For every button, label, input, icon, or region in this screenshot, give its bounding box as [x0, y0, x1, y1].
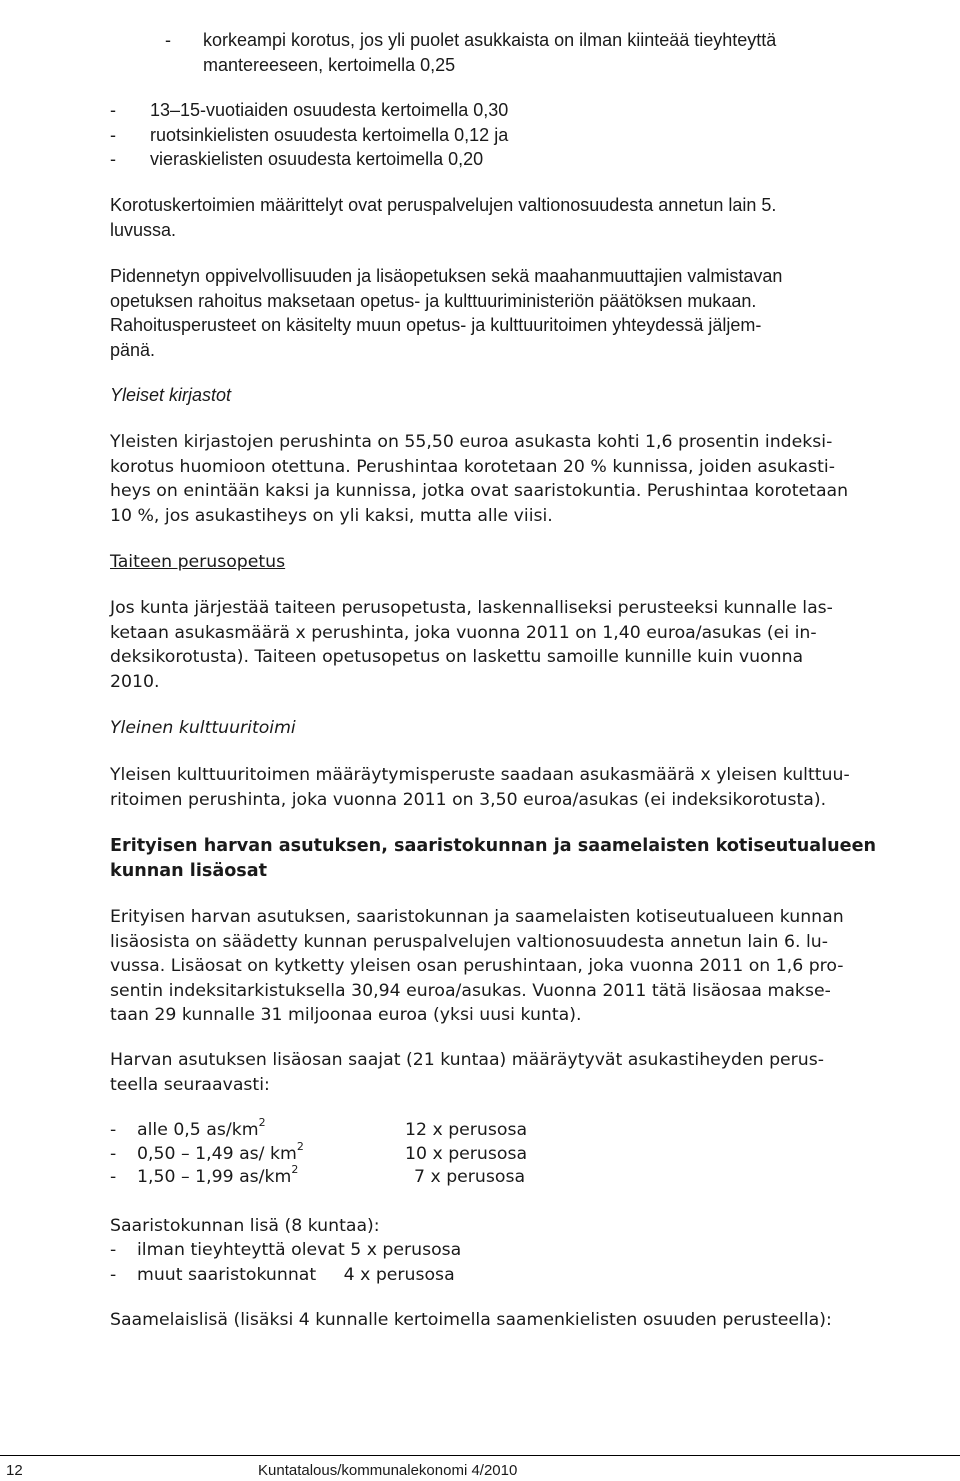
list-item: - vieraskielisten osuudesta kertoimella 0,20 [110, 149, 484, 169]
publication-title: Kuntatalous/kommunalekonomi 4/2010 [258, 1462, 518, 1479]
footer-divider [0, 1455, 960, 1456]
heading-erityisen: Erityisen harvan asutuksen, saaristokunnan ja saamelaisten kotiseutualueen kunnan lisäosat [110, 836, 877, 881]
list-item: - muut saaristokunnat 4 x perusosa [110, 1264, 455, 1285]
saaristo-list [110, 1238, 955, 1287]
dash: - [165, 30, 171, 50]
table-row: - 0,50 – 1,49 as/ $km^2$ 10 x perusosa [110, 1139, 528, 1164]
paragraph-taiteen: Jos kunta järjestää taiteen perusopetusta, laskennalliseksi perusteeksi kunnalle las- ketaan asukasmäärä x perushinta, joka vuonna 2011 on 1,40 euroa/asukas (ei in- deksikorotusta). Taiteen opetusopetus on laskettu samoille kunnille kuin vuonna 2010. [110, 598, 833, 692]
page-number: 12 [6, 1462, 23, 1479]
list-text: mantereeseen, kertoimella 0,25 [203, 54, 456, 75]
top-list-item-1 [165, 28, 955, 77]
heading-kirjastot: Yleiset kirjastot [110, 385, 232, 405]
density-table [110, 1116, 528, 1190]
paragraph-kirjastot: Yleisten kirjastojen perushinta on 55,50 euroa asukasta kohti 1,6 prosentin indeksi- korotus huomioon otettuna. Perushintaa korotetaan 20 % kunnissa, joiden asukasti- heys on enintään kaksi ja kunnissa, jotka ovat saaristokuntia. Perushintaa korotetaan 10 %, jos asukastiheys on yli kaksi, mutta alle viisi. [110, 432, 849, 526]
heading-taiteen: Taiteen perusopetus [110, 552, 286, 572]
saaristo-title: Saaristokunnan lisä (8 kuntaa): [110, 1216, 380, 1236]
top-list-items [110, 98, 955, 172]
paragraph-harvan: Harvan asutuksen lisäosan saajat (21 kuntaa) määräytyvät asukastiheyden perus- teella seuraavasti: [110, 1050, 824, 1095]
list-item: - ilman tieyhteyttä olevat 5 x perusosa [110, 1240, 462, 1260]
paragraph-kulttuuri: Yleisen kulttuuritoimen määräytymisperuste saadaan asukasmäärä x yleisen kulttuu- ritoimen perushinta, joka vuonna 2011 on 3,50 euroa/asukas (ei indeksikorotusta). [110, 765, 850, 810]
paragraph-saamelais: Saamelaislisä (lisäksi 4 kunnalle kertoimella saamenkielisten osuuden perusteella): [110, 1310, 832, 1330]
heading-kulttuuri: Yleinen kulttuuritoimi [110, 718, 296, 738]
list-item: - ruotsinkielisten osuudesta kertoimella 0,12 ja [110, 124, 509, 145]
paragraph-korotus: Korotuskertoimien määrittelyt ovat peruspalvelujen valtionosuudesta annetun lain 5. luvussa. [110, 195, 777, 240]
paragraph-pidennetyn: Pidennetyn oppivelvollisuuden ja lisäopetuksen sekä maahanmuuttajien valmistavan opetuksen rahoitus maksetaan opetus- ja kulttuuriministeriön päätöksen mukaan. Rahoitusperusteet on käsitelty muun opetus- ja kulttuuritoimen yhteydessä jäljem- pänä. [110, 266, 783, 360]
table-row: - alle 0,5 $as/km^2$ 12 x perusosa [110, 1116, 528, 1140]
list-text: korkeampi korotus, jos yli puolet asukkaista on ilman kiinteää tieyhteyttä [203, 30, 777, 50]
table-row: - 1,50 – 1,99 $as/km^2$ 7 x perusosa [110, 1163, 526, 1187]
list-item: - 13–15-vuotiaiden osuudesta kertoimella 0,30 [110, 100, 509, 120]
paragraph-erityisen: Erityisen harvan asutuksen, saaristokunnan ja saamelaisten kotiseutualueen kunnan lisäosista on säädetty kunnan peruspalvelujen valtionosuudesta annetun lain 6. lu- vussa. Lisäosat on kytketty yleisen osan perushintaan, joka vuonna 2011 on 1,6 pro- sentin indeksitarkistuksella 30,94 euroa/asukas. Vuonna 2011 tätä lisäosaa makse- taan 29 kunnalle 31 miljoonaa euroa (yksi uusi kunta). [110, 907, 844, 1025]
